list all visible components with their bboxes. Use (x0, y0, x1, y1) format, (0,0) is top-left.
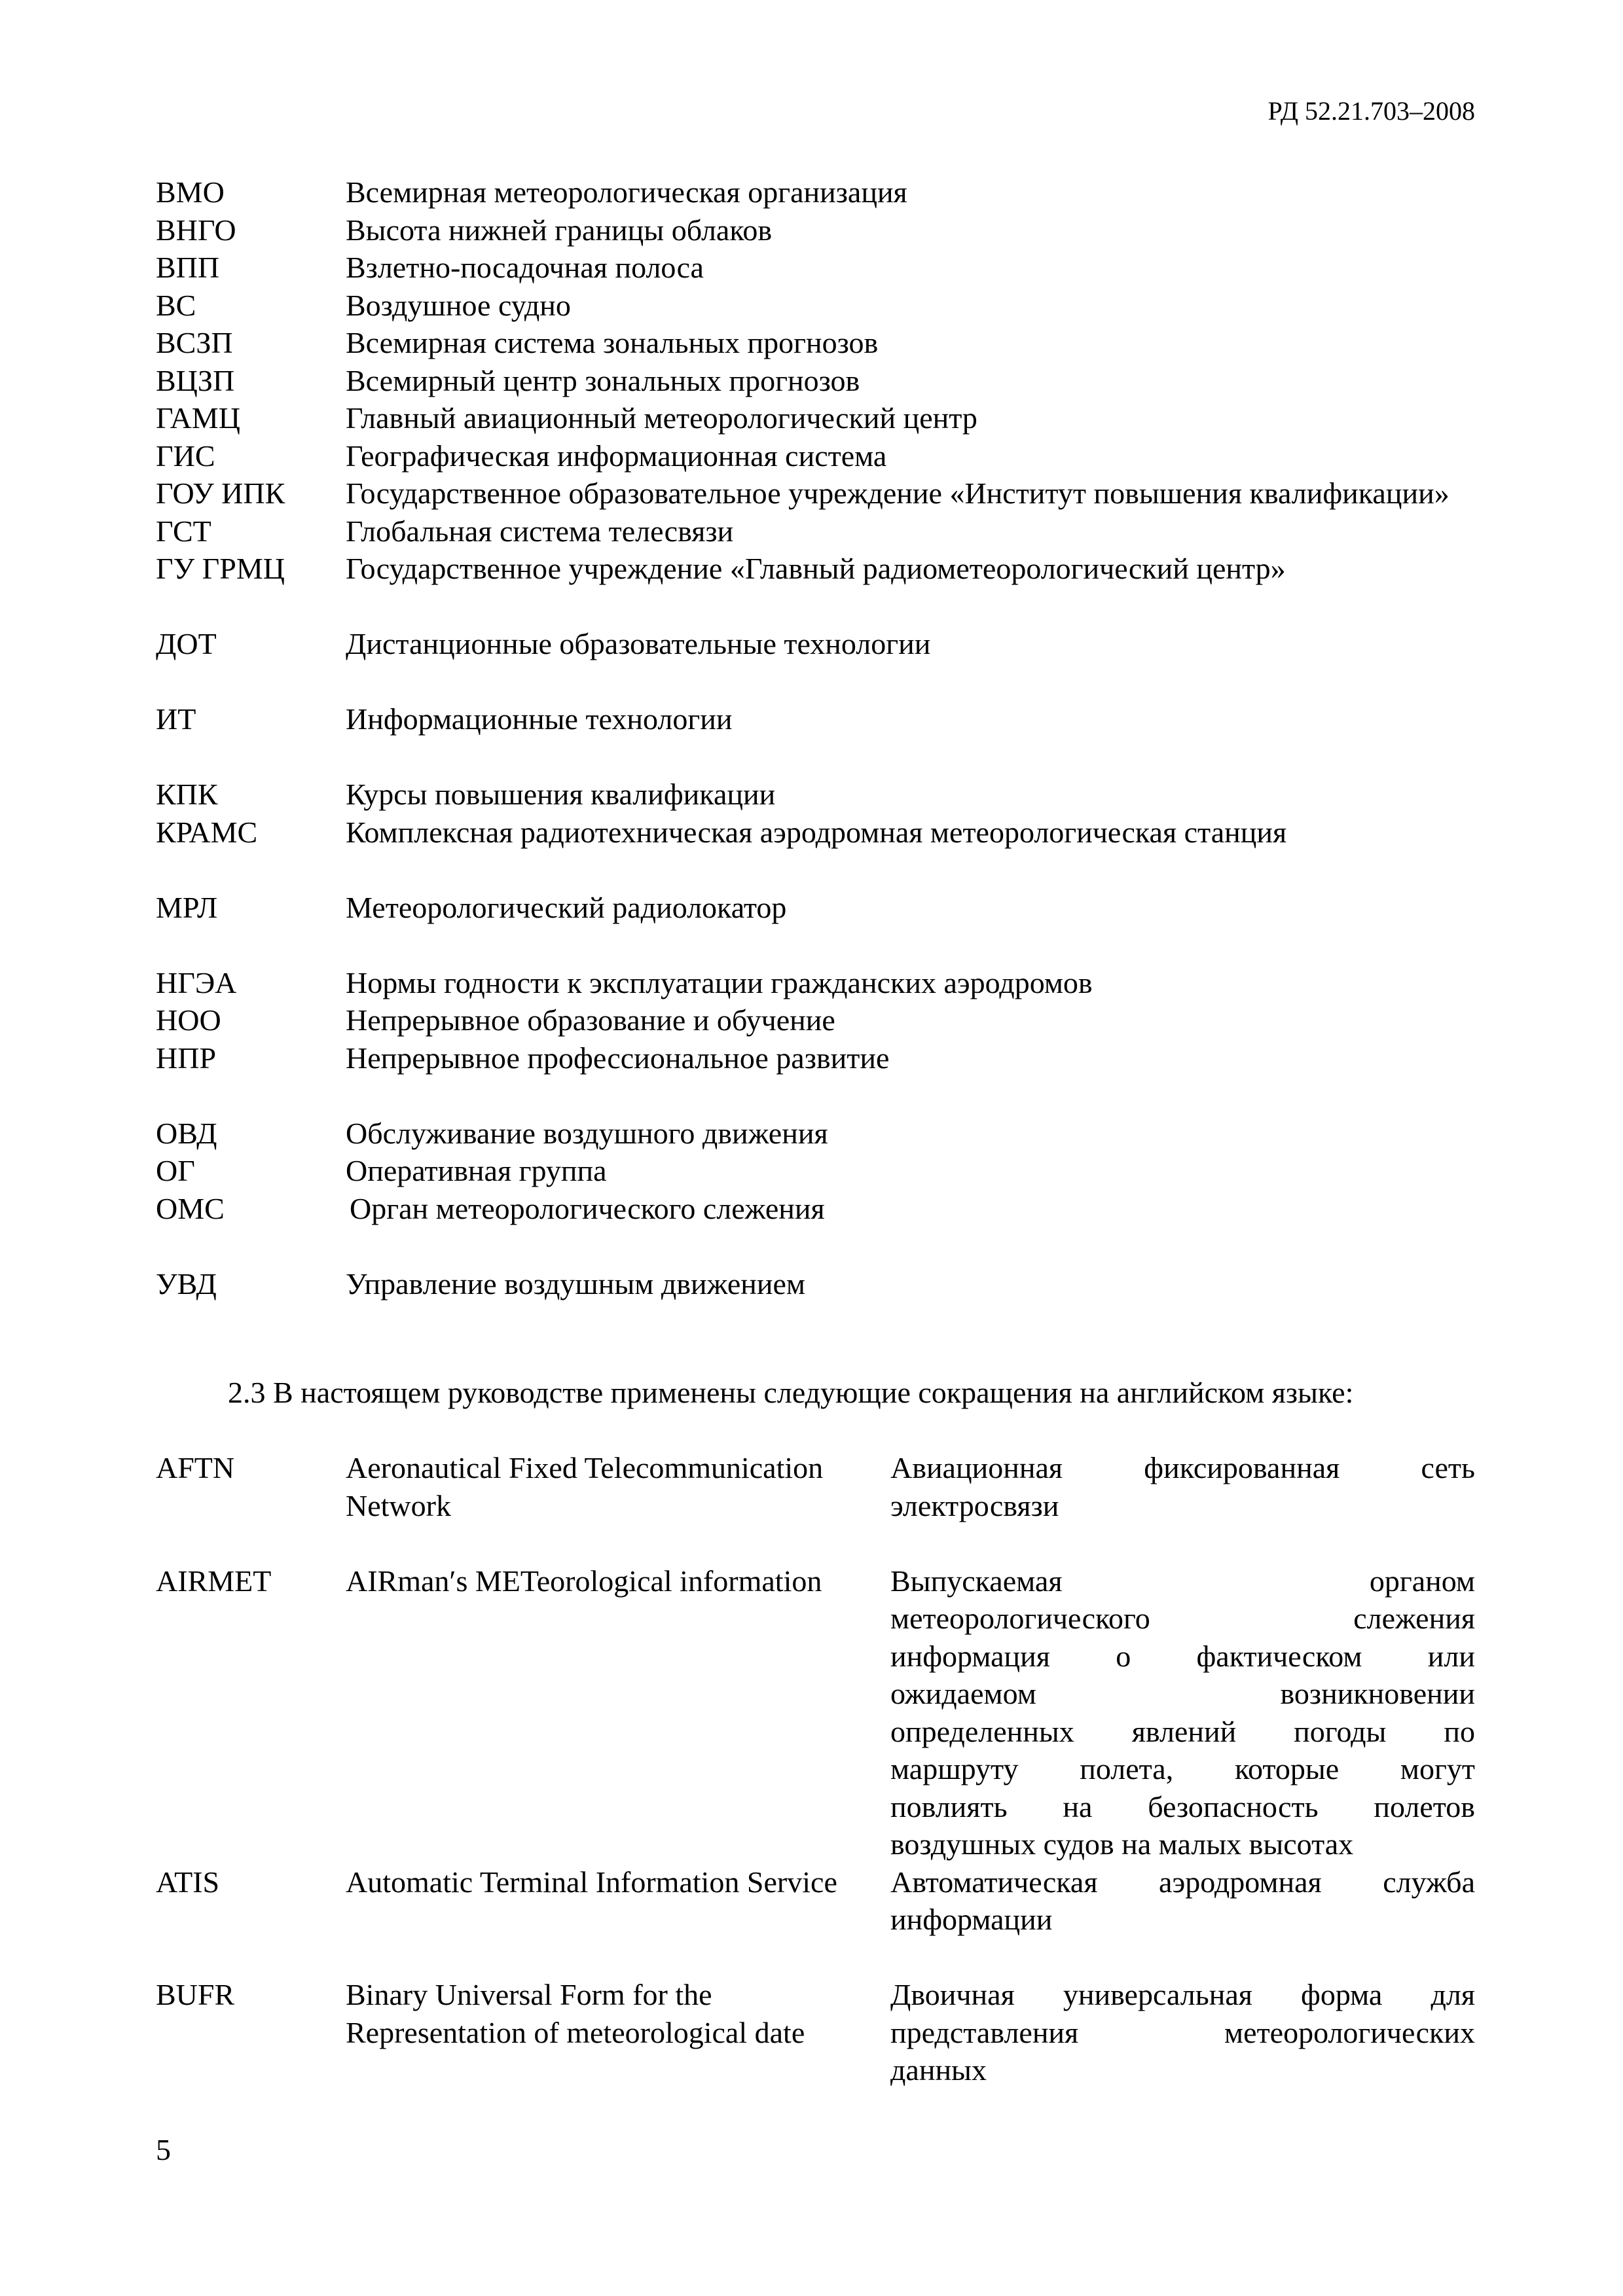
section-intro-paragraph: 2.3 В настоящем руководстве применены следующие сокращения на английском языке: (228, 1376, 1354, 1409)
abbreviation-row (156, 211, 1475, 249)
abbreviation-row (156, 1190, 1475, 1228)
abbreviation-definition: Всемирная система зональных прогнозов (346, 326, 879, 359)
abbreviation-definition: Государственное учреждение «Главный радиометеорологический центр» (346, 552, 1286, 585)
russian-abbreviation-list (156, 173, 1475, 1302)
abbreviation-row (156, 512, 1475, 550)
abbreviation: ВЦЗП (156, 363, 235, 397)
abbreviation: ВНГО (156, 213, 236, 247)
abbreviation-expansion: Aeronautical Fixed Telecommunication Network (346, 1451, 824, 1522)
translation-line: маршруту полета, которые могут (890, 1752, 1475, 1785)
abbreviation-definition: Оперативная группа (346, 1154, 607, 1187)
abbreviation-definition: Всемирный центр зональных прогнозов (346, 363, 860, 397)
abbreviation-translation (890, 1863, 1475, 1939)
abbreviation-row (156, 814, 1475, 852)
abbreviation-row (156, 1562, 1475, 1863)
abbreviation-expansion: Binary Universal Form for the Representation of meteorological date (346, 1978, 805, 2049)
abbreviation-definition: Всемирная метеорологическая организация (346, 175, 907, 209)
abbreviation-definition: Взлетно-посадочная полоса (346, 251, 704, 284)
abbreviation: НПР (156, 1041, 217, 1075)
abbreviation-row (156, 399, 1475, 437)
abbreviation-definition: Комплексная радиотехническая аэродромная метеорологическая станция (346, 815, 1287, 849)
abbreviation-definition: Управление воздушным движением (346, 1266, 805, 1300)
abbreviation-definition: Обслуживание воздушного движения (346, 1116, 828, 1150)
abbreviation-definition: Высота нижней границы облаков (346, 213, 773, 247)
abbreviation-row (156, 700, 1475, 738)
abbreviation-translation (890, 1976, 1475, 2089)
abbreviation-definition: Информационные технологии (346, 702, 733, 736)
abbreviation: ВМО (156, 175, 225, 209)
abbreviation-row (156, 287, 1475, 325)
abbreviation-row (156, 625, 1475, 663)
abbreviation-expansion: Automatic Terminal Information Service (346, 1865, 837, 1899)
abbreviation: AFTN (156, 1451, 235, 1484)
abbreviation-translation (890, 1449, 1475, 1524)
abbreviation-row (156, 324, 1475, 362)
translation-line: Выпускаемая органом (890, 1564, 1475, 1598)
abbreviation: КПК (156, 778, 218, 811)
abbreviation: AIRMET (156, 1564, 272, 1598)
translation-line: ожидаемом возникновении (890, 1677, 1475, 1710)
abbreviation-definition: Курсы повышения квалификации (346, 778, 776, 811)
abbreviation-row (156, 1001, 1475, 1039)
abbreviation: ГИС (156, 439, 215, 473)
translation-line: Двоичная универсальная форма для (890, 1978, 1475, 2011)
abbreviation-definition: Дистанционные образовательные технологии (346, 627, 931, 660)
abbreviation: МРЛ (156, 890, 218, 924)
abbreviation-row (156, 1265, 1475, 1303)
abbreviation-row (156, 1449, 1475, 1524)
abbreviation: ИТ (156, 702, 196, 736)
abbreviation-row (156, 964, 1475, 1002)
abbreviation: ДОТ (156, 627, 217, 660)
abbreviation-translation (890, 1562, 1475, 1863)
abbreviation: ВПП (156, 251, 220, 284)
translation-line: повлиять на безопасность полетов (890, 1789, 1475, 1823)
abbreviation-definition: Непрерывное профессиональное развитие (346, 1041, 890, 1075)
abbreviation-definition: Орган метеорологического слежения (350, 1191, 825, 1225)
abbreviation-row (156, 1039, 1475, 1077)
translation-line: метеорологического слежения (890, 1602, 1475, 1635)
abbreviation-row (156, 437, 1475, 475)
abbreviation: ГУ ГРМЦ (156, 552, 285, 585)
translation-line: информация о фактическом или (890, 1639, 1475, 1673)
abbreviation-row (156, 1976, 1475, 2089)
abbreviation: ВСЗП (156, 326, 233, 359)
abbreviation-row (156, 362, 1475, 400)
abbreviation: ОГ (156, 1154, 195, 1187)
abbreviation: BUFR (156, 1978, 235, 2011)
translation-line: определенных явлений погоды по (890, 1714, 1475, 1748)
abbreviation-definition: Глобальная система телесвязи (346, 514, 734, 548)
abbreviation: ОМС (156, 1191, 225, 1225)
abbreviation-definition: Нормы годности к эксплуатации гражданских аэродромов (346, 965, 1093, 999)
abbreviation-row (156, 1863, 1475, 1939)
abbreviation: ATIS (156, 1865, 220, 1899)
abbreviation-row (156, 1115, 1475, 1153)
translation-line: представления метеорологических (890, 2015, 1475, 2049)
abbreviation-definition: Непрерывное образование и обучение (346, 1003, 835, 1037)
english-abbreviation-table (156, 1449, 1475, 2089)
page-number: 5 (156, 2133, 171, 2166)
abbreviation-row (156, 889, 1475, 927)
document-code: РД 52.21.703–2008 (1267, 96, 1475, 126)
abbreviation-row (156, 776, 1475, 814)
translation-line: электросвязи (890, 1488, 1059, 1522)
abbreviation-definition: Государственное образовательное учреждение «Институт повышения квалификации» (346, 476, 1450, 510)
translation-line: воздушных судов на малых высотах (890, 1827, 1354, 1861)
abbreviation: ГСТ (156, 514, 211, 548)
abbreviation: ВС (156, 288, 196, 322)
abbreviation: НОО (156, 1003, 221, 1037)
abbreviation: УВД (156, 1266, 217, 1300)
translation-line: Авиационная фиксированная сеть (890, 1451, 1475, 1484)
abbreviation-definition: Географическая информационная система (346, 439, 887, 473)
abbreviation: ОВД (156, 1116, 217, 1150)
abbreviation-row (156, 550, 1475, 588)
abbreviation-row (156, 1152, 1475, 1190)
translation-line: информации (890, 1903, 1053, 1936)
abbreviation-row (156, 475, 1475, 512)
abbreviation-definition: Метеорологический радиолокатор (346, 890, 787, 924)
abbreviation-row (156, 249, 1475, 287)
abbreviation: ГОУ ИПК (156, 476, 285, 510)
abbreviation-row (156, 173, 1475, 211)
abbreviation: НГЭА (156, 965, 237, 999)
abbreviation-definition: Главный авиационный метеорологический центр (346, 401, 977, 435)
translation-line: данных (890, 2053, 987, 2087)
translation-line: Автоматическая аэродромная служба (890, 1865, 1475, 1899)
abbreviation-expansion: AIRman′s METeorological information (346, 1564, 822, 1598)
abbreviation-definition: Воздушное судно (346, 288, 571, 322)
abbreviation: ГАМЦ (156, 401, 240, 435)
abbreviation: КРАМС (156, 815, 258, 849)
